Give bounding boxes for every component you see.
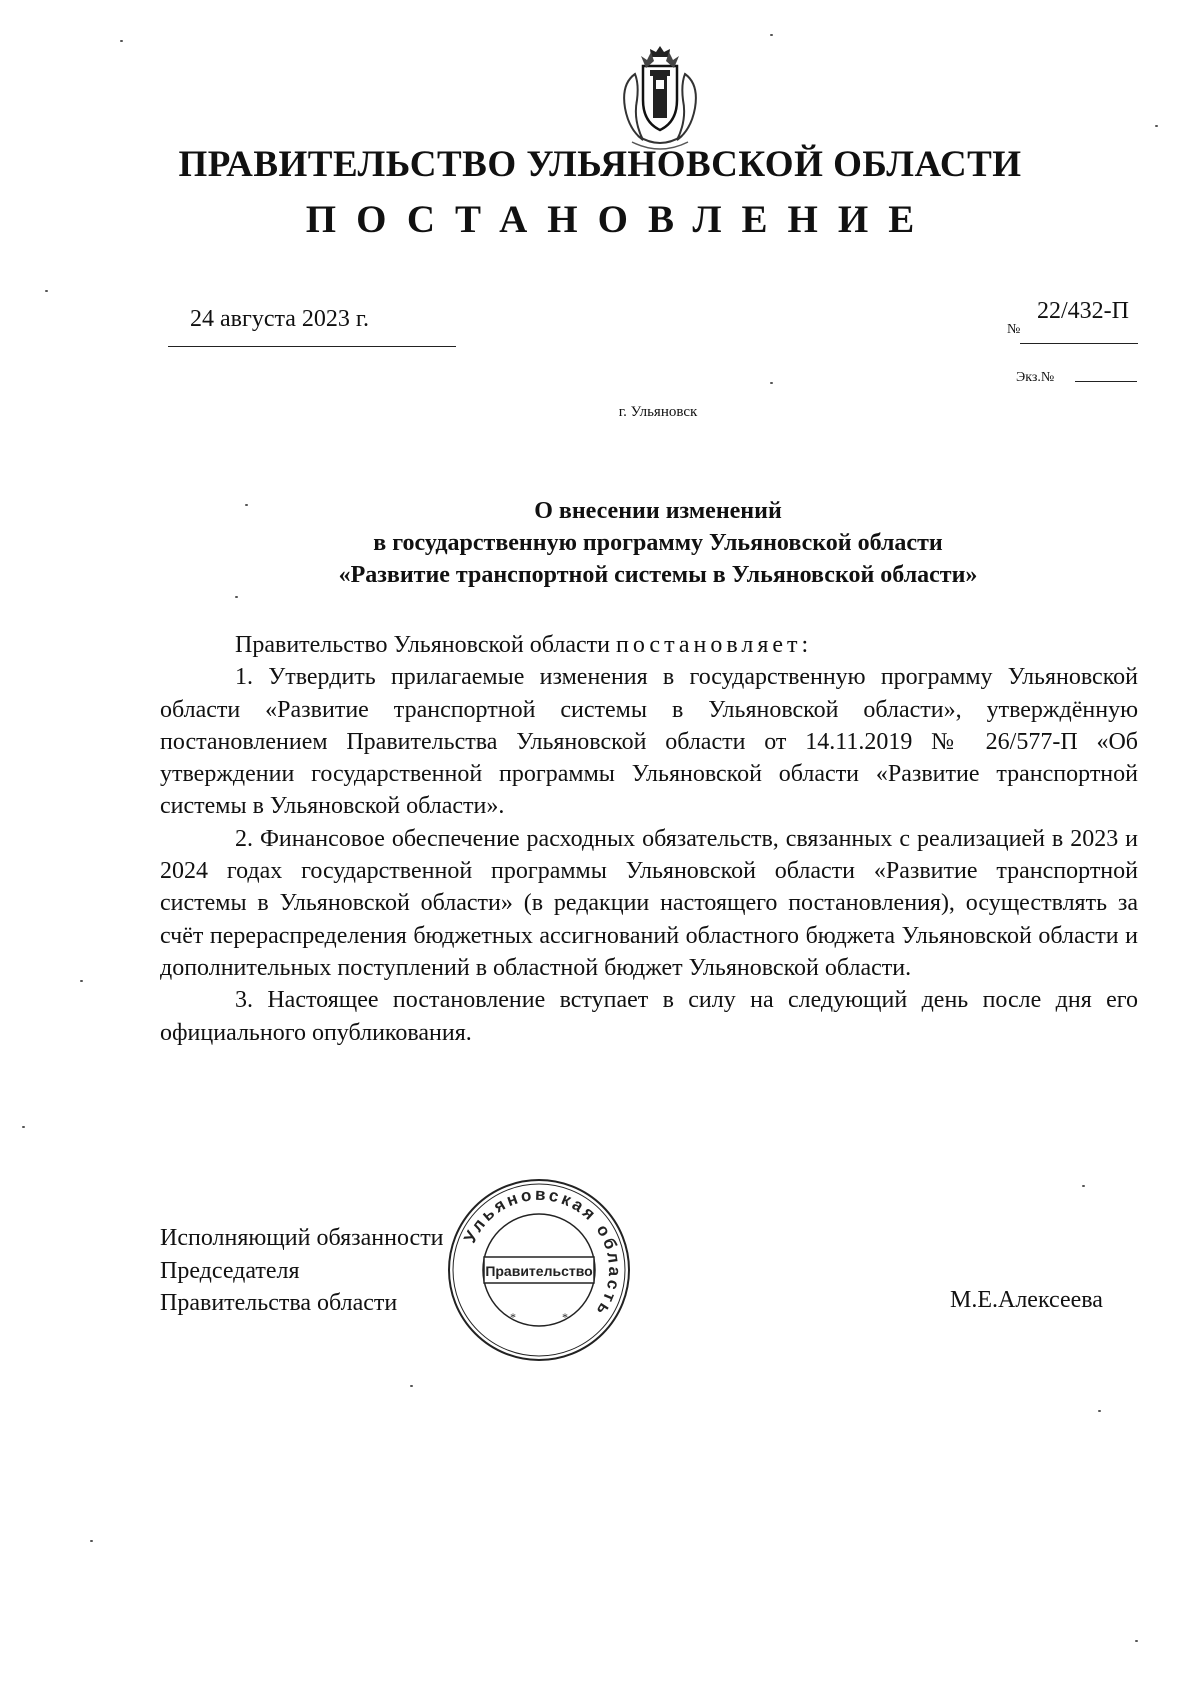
document-body bbox=[160, 629, 1138, 1049]
number-label: № bbox=[1007, 322, 1021, 337]
intro-paragraph bbox=[160, 629, 1138, 661]
signatory-position bbox=[160, 1222, 444, 1320]
svg-text:*: * bbox=[510, 1310, 516, 1324]
svg-text:Ульяновская область: Ульяновская область bbox=[460, 1184, 625, 1322]
scan-speck bbox=[410, 1385, 413, 1387]
intro-prefix: Правительство Ульяновской области bbox=[235, 632, 610, 658]
position-line-3: Правительства области bbox=[160, 1290, 398, 1316]
scan-speck bbox=[80, 980, 83, 982]
document-title bbox=[0, 495, 1200, 591]
intro-verb: постановляет: bbox=[615, 632, 813, 658]
item-2: 2. Финансовое обеспечение расходных обязательств, связанных с реализацией в 2023 и 2024 годах государственной программы Ульяновской области «Развитие транспортной системы в Ульяновской области» (в редакции настоящего постановления), осуществлять за счёт перераспределения бюджетных ассигнований областного бюджета Ульяновской области и дополнительных поступлений в областной бюджет Ульяновской области. bbox=[160, 825, 1138, 981]
scan-speck bbox=[1082, 1185, 1085, 1187]
position-line-1: Исполняющий обязанности bbox=[160, 1225, 444, 1251]
official-seal-stamp bbox=[446, 1177, 632, 1363]
document-number: 22/432-П bbox=[1037, 298, 1129, 324]
title-line-3: «Развитие транспортной системы в Ульяновской области» bbox=[338, 562, 978, 588]
document-type: ПОСТАНОВЛЕНИЕ bbox=[305, 198, 935, 241]
scan-speck bbox=[120, 40, 123, 42]
scan-speck bbox=[90, 1540, 93, 1542]
title-line-1: О внесении изменений bbox=[534, 498, 782, 524]
signatory-name: М.Е.Алексеева bbox=[950, 1287, 1103, 1313]
date-underline bbox=[168, 346, 456, 347]
scan-speck bbox=[1098, 1410, 1101, 1412]
scan-speck bbox=[770, 382, 773, 384]
scan-speck bbox=[1135, 1640, 1138, 1642]
scan-speck bbox=[1155, 125, 1158, 127]
item-1: 1. Утвердить прилагаемые изменения в государственную программу Ульяновской области «Развитие транспортной системы в Ульяновской области», утверждённую постановлением Правительства Ульяновской области от 14.11.2019 № 26/577-П «Об утверждении государственной программы Ульяновской области «Развитие транспортной системы в Ульяновской области». bbox=[160, 664, 1138, 820]
scan-speck bbox=[45, 290, 48, 292]
scan-speck bbox=[235, 596, 238, 598]
number-underline bbox=[1020, 343, 1138, 344]
stamp-center-text: Правительство bbox=[485, 1263, 593, 1279]
title-line-2: в государственную программу Ульяновской области bbox=[373, 530, 943, 556]
scan-speck bbox=[245, 504, 248, 506]
copy-number-underline bbox=[1075, 381, 1137, 382]
svg-text:*: * bbox=[562, 1310, 568, 1324]
document-date: 24 августа 2023 г. bbox=[190, 306, 370, 332]
city: г. Ульяновск bbox=[618, 404, 698, 420]
coat-of-arms-emblem bbox=[610, 44, 710, 154]
scan-speck bbox=[22, 1126, 25, 1128]
organization-name: ПРАВИТЕЛЬСТВО УЛЬЯНОВСКОЙ ОБЛАСТИ bbox=[178, 144, 1022, 185]
item-3: 3. Настоящее постановление вступает в силу на следующий день после дня его официального опубликования. bbox=[160, 987, 1138, 1046]
position-line-2: Председателя bbox=[160, 1257, 300, 1284]
copy-number-label: Экз.№ bbox=[1016, 370, 1055, 385]
scan-speck bbox=[770, 34, 773, 36]
